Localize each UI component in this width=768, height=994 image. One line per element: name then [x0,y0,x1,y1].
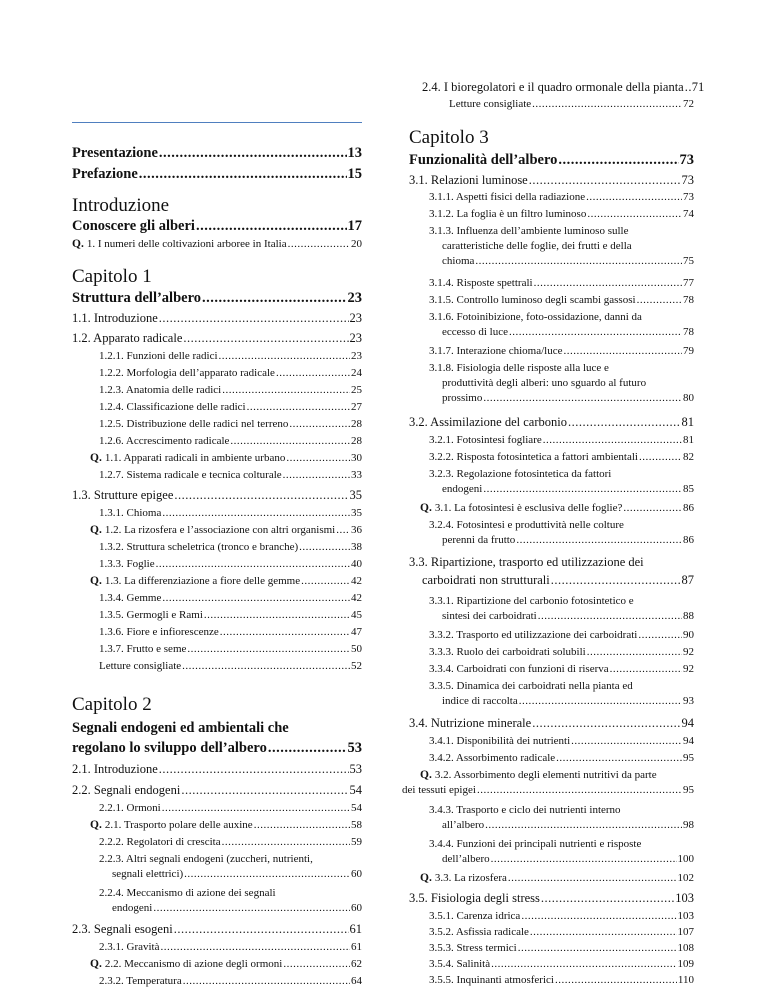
toc-entry[interactable]: 3.2.3. Regolazione fotosintetica da fattori endogeni ..... 85 [402,468,694,495]
heading-capitolo-3: Capitolo 3 [409,127,489,148]
leader-dots [230,435,350,447]
leader-dots [587,646,682,658]
toc-entry[interactable]: 3.2.2. Risposta fotosintetica a fattori ambientali ..... 82 [402,451,694,463]
toc-entry[interactable]: 3.1.5. Controllo luminoso degli scambi gassosi ..... 78 [402,294,694,306]
leader-dots [529,173,681,188]
leader-dots [568,415,681,430]
toc-entry[interactable]: 1.3.2. Struttura scheletrica (tronco e branche) ..... 38 [72,541,362,553]
leader-dots [139,166,347,183]
toc-entry[interactable]: 3.1.8. Fisiologia delle risposte alla luce e produttività degli alberi: uno sguardo al futuro prossimo ..... 80 [402,362,694,404]
leader-dots [639,451,682,463]
toc-entry[interactable]: 3.3. Ripartizione, trasporto ed utilizzazione dei carboidrati non strutturali ..... 87 [409,555,694,588]
toc-entry[interactable]: 1.2.5. Distribuzione delle radici nel terreno ..... 28 [72,418,362,430]
toc-entry-q[interactable]: Q. 2.2. Meccanismo di azione degli ormoni ..... 62 [72,958,362,970]
leader-dots [184,868,350,880]
toc-entry[interactable]: 3.3.2. Trasporto ed utilizzazione dei carboidrati ..... 90 [402,629,694,641]
toc-entry[interactable]: 1.3.7. Frutto e seme ..... 50 [72,643,362,655]
leader-dots [563,345,682,357]
heading-capitolo-1: Capitolo 1 [72,266,152,287]
toc-entry[interactable]: 3.4. Nutrizione minerale ..... 94 [409,716,694,731]
header-rule [72,122,362,123]
leader-dots [183,975,350,987]
toc-entry[interactable]: 1.2.3. Anatomia delle radici ..... 25 [72,384,362,396]
toc-entry-q[interactable]: Q. 3.1. La fotosintesi è esclusiva delle foglie? ..... 86 [402,502,694,514]
leader-dots [587,208,682,220]
leader-dots [532,98,682,110]
toc-entry[interactable]: 3.1.2. La foglia è un filtro luminoso ..... 74 [402,208,694,220]
toc-entry[interactable]: 1.1. Introduzione ..... 23 [72,311,362,326]
toc-entry-q[interactable]: Q. 3.2. Assorbimento degli elementi nutritivi da parte dei tessuti epigei ..... 95 [402,769,694,796]
leader-dots [516,534,682,546]
leader-dots [153,902,350,914]
leader-dots [187,643,350,655]
leader-dots [301,575,350,587]
leader-dots [162,802,350,814]
leader-dots [610,663,682,675]
toc-entry[interactable]: 3.4.4. Funzioni dei principali nutrienti e risposte dell’albero ..... 100 [402,838,694,865]
toc-entry[interactable]: Letture consigliate ..... 52 [72,660,362,672]
leader-dots [204,609,350,621]
toc-entry-q[interactable]: Q. 3.3. La rizosfera ..... 102 [402,872,694,884]
leader-dots [196,218,347,235]
toc-entry[interactable]: 2.2.1. Ormoni ..... 54 [72,802,362,814]
leader-dots [219,350,350,362]
leader-dots [222,836,350,848]
leader-dots [558,152,678,169]
toc-entry[interactable]: 3.2.1. Fotosintesi fogliare ..... 81 [402,434,694,446]
leader-dots [521,910,676,922]
leader-dots [181,783,348,798]
leader-dots [268,740,347,757]
leader-dots [162,592,350,604]
toc-entry[interactable]: 1.3.5. Germogli e Rami ..... 45 [72,609,362,621]
leader-dots [288,238,350,250]
leader-dots [159,145,347,162]
leader-dots [586,191,682,203]
leader-dots [534,277,682,289]
toc-entry[interactable]: 3.3.3. Ruolo dei carboidrati solubili ..... 92 [402,646,694,658]
leader-dots [174,922,349,937]
leader-dots [509,326,682,338]
toc-entry-q[interactable]: Q. 1.2. La rizosfera e l’associazione con altri organismi ..... 36 [72,524,362,536]
leader-dots [519,695,682,707]
leader-dots [160,941,350,953]
toc-entry[interactable]: 1.3.6. Fiore e infiorescenze ..... 47 [72,626,362,638]
toc-entry[interactable]: 3.5.4. Salinità ..... 109 [402,958,694,970]
leader-dots [637,294,682,306]
toc-entry-q[interactable]: Q. 1.3. La differenziazione a fiore delle gemme ..... 42 [72,575,362,587]
toc-entry[interactable]: 1.2.7. Sistema radicale e tecnica colturale ..... 33 [72,469,362,481]
toc-entry[interactable]: 2.1. Introduzione ..... 53 [72,762,362,777]
toc-entry[interactable]: 3.5.2. Asfissia radicale ..... 107 [402,926,694,938]
toc-entry[interactable]: 1.3.1. Chioma ..... 35 [72,507,362,519]
toc-entry[interactable]: 2.2.2. Regolatori di crescita ..... 59 [72,836,362,848]
leader-dots [336,524,350,536]
toc-entry[interactable]: 1.2.2. Morfologia dell’apparato radicale ..... 24 [72,367,362,379]
leader-dots [491,853,677,865]
leader-dots [555,974,677,986]
toc-entry[interactable]: 3.5. Fisiologia degli stress ..... 103 [409,891,694,906]
leader-dots [518,942,677,954]
toc-entry[interactable]: 1.3. Strutture epigee ..... 35 [72,488,362,503]
leader-dots [638,629,682,641]
toc-entry[interactable]: 3.2.4. Fotosintesi e produttività nelle colture perenni da frutto ..... 86 [402,519,694,546]
toc-entry[interactable]: 1.2.1. Funzioni delle radici ..... 23 [72,350,362,362]
toc-entry-q[interactable]: Q. 2.1. Trasporto polare delle auxine ..... 58 [72,819,362,831]
leader-dots [477,784,682,796]
toc-entry[interactable]: 2.3. Segnali esogeni ..... 61 [72,922,362,937]
leader-dots [551,573,681,588]
leader-dots [202,290,346,307]
leader-dots [508,872,677,884]
leader-dots [685,80,691,95]
toc-entry-conoscere-alberi[interactable]: Conoscere gli alberi ..... 17 [72,218,362,235]
toc-entry[interactable]: 3.5.3. Stress termici ..... 108 [402,942,694,954]
leader-dots [538,610,682,622]
leader-dots [289,418,350,430]
leader-dots [475,255,682,267]
leader-dots [530,926,677,938]
leader-dots [220,626,350,638]
toc-entry[interactable]: 3.5.1. Carenza idrica ..... 103 [402,910,694,922]
leader-dots [159,311,349,326]
toc-chapter-title-1[interactable]: Struttura dell’albero ..... 23 [72,290,362,307]
toc-entry[interactable]: 3.3.1. Ripartizione del carbonio fotosintetico e sintesi dei carboidrati ..... 88 [402,595,694,622]
leader-dots [532,716,680,731]
leader-dots [247,401,350,413]
leader-dots [182,660,350,672]
toc-entry[interactable]: 2.3.1. Gravità ..... 61 [72,941,362,953]
leader-dots [623,502,682,514]
leader-dots [483,483,682,495]
toc-entry[interactable]: 3.5.5. Inquinanti atmosferici ..... 110 [402,974,694,986]
leader-dots [556,752,682,764]
toc-entry[interactable]: 2.2.3. Altri segnali endogeni (zuccheri, nutrienti, segnali elettrici) ..... 60 [72,853,362,880]
leader-dots [159,762,349,777]
leader-dots [543,434,682,446]
leader-dots [491,958,676,970]
toc-entry-prefazione[interactable]: Prefazione ..... 15 [72,166,362,183]
heading-introduzione: Introduzione [72,195,170,216]
toc-entry[interactable]: 3.1. Relazioni luminose ..... 73 [409,173,694,188]
leader-dots [222,384,350,396]
toc-entry[interactable]: 3.3.5. Dinamica dei carboidrati nella pianta ed indice di raccolta ..... 93 [402,680,694,707]
toc-entry[interactable]: 1.3.4. Gemme ..... 42 [72,592,362,604]
toc-entry[interactable]: 3.1.3. Influenza dell’ambiente luminoso sulle caratteristiche delle foglie, dei frutti e della chioma ..... 75 [402,225,694,267]
toc-entry[interactable]: 3.1.7. Interazione chioma/luce ..... 79 [402,345,694,357]
leader-dots [254,819,350,831]
leader-dots [286,452,350,464]
toc-entry[interactable]: 2.2.4. Meccanismo di azione dei segnali endogeni ..... 60 [72,887,362,914]
leader-dots [483,392,682,404]
leader-dots [283,469,350,481]
toc-entry[interactable]: 2.2. Segnali endogeni ..... 54 [72,783,362,798]
leader-dots [162,507,350,519]
toc-entry-q-1[interactable]: Q. 1. I numeri delle coltivazioni arboree in Italia ..... 20 [72,238,362,250]
toc-entry[interactable]: Letture consigliate ..... 72 [402,98,694,110]
toc-chapter-title-2[interactable]: Segnali endogeni ed ambientali che regolano lo sviluppo dell’albero ..... 53 [72,720,362,757]
toc-entry[interactable]: 3.1.4. Risposte spettrali ..... 77 [402,277,694,289]
toc-entry[interactable]: 3.4.2. Assorbimento radicale ..... 95 [402,752,694,764]
toc-chapter-title-3[interactable]: Funzionalità dell’albero ..... 73 [409,152,694,169]
leader-dots [485,819,682,831]
leader-dots [541,891,674,906]
leader-dots [276,367,350,379]
toc-entry[interactable]: 2.3.2. Temperatura ..... 64 [72,975,362,987]
toc-entry[interactable]: 2.4. I bioregolatori e il quadro ormonale della pianta ..... 71 [422,80,694,95]
toc-entry-presentazione[interactable]: Presentazione ..... 13 [72,145,362,162]
toc-entry[interactable]: 3.1.1. Aspetti fisici della radiazione ..... 73 [402,191,694,203]
toc-entry[interactable]: 3.1.6. Fotoinibizione, foto-ossidazione, danni da eccesso di luce ..... 78 [402,311,694,338]
leader-dots [571,735,682,747]
leader-dots [183,331,348,346]
toc-entry[interactable]: 1.2. Apparato radicale ..... 23 [72,331,362,346]
toc-entry-q[interactable]: Q. 1.1. Apparati radicali in ambiente urbano ..... 30 [72,452,362,464]
toc-entry[interactable]: 3.2. Assimilazione del carbonio ..... 81 [409,415,694,430]
leader-dots [156,558,350,570]
leader-dots [299,541,350,553]
toc-entry[interactable]: 3.4.1. Disponibilità dei nutrienti ..... 94 [402,735,694,747]
toc-entry[interactable]: 3.4.3. Trasporto e ciclo dei nutrienti interno all’albero ..... 98 [402,804,694,831]
toc-entry[interactable]: 1.2.4. Classificazione delle radici ..... 27 [72,401,362,413]
toc-entry[interactable]: 1.2.6. Accrescimento radicale ..... 28 [72,435,362,447]
toc-entry[interactable]: 1.3.3. Foglie ..... 40 [72,558,362,570]
toc-entry[interactable]: 3.3.4. Carboidrati con funzioni di riserva ..... 92 [402,663,694,675]
leader-dots [174,488,348,503]
leader-dots [283,958,350,970]
heading-capitolo-2: Capitolo 2 [72,694,152,715]
